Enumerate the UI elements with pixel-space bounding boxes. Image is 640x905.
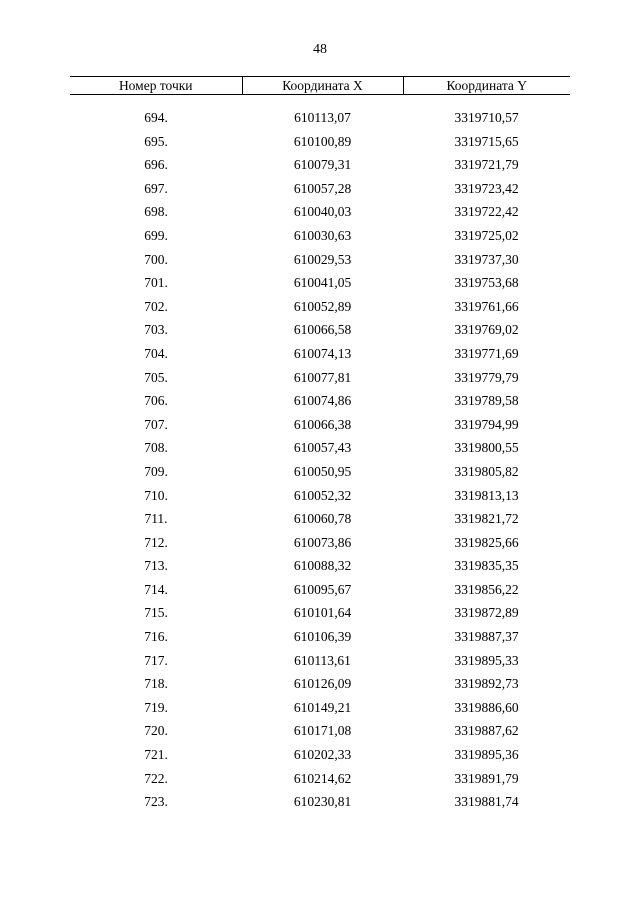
coordinate-y-cell: 3319771,69 (454, 345, 519, 361)
coordinate-y-cell: 3319891,79 (454, 770, 519, 786)
point-number-cell: 697. (144, 180, 168, 196)
coordinate-y-cell: 3319805,82 (454, 463, 519, 479)
header-row (70, 77, 570, 95)
table-row (70, 460, 570, 484)
coordinate-x-cell: 610171,08 (293, 723, 352, 739)
header-coordinate-y: Координата Y (403, 77, 570, 95)
point-number-cell: 710. (144, 487, 168, 503)
point-number-cell: 709. (144, 463, 168, 479)
coordinate-x-cell: 610113,61 (294, 652, 351, 668)
coordinate-x-cell: 610057,43 (293, 440, 352, 456)
point-number-cell: 718. (144, 676, 168, 692)
coordinate-y-cell: 3319723,42 (454, 180, 519, 196)
table-row (70, 531, 570, 555)
coordinate-x-cell: 610029,53 (293, 251, 352, 267)
table-row (70, 271, 570, 295)
table-row (70, 106, 570, 130)
page-number: 48 (313, 42, 327, 57)
coordinate-x-cell: 610095,67 (293, 581, 352, 597)
coordinate-y-cell: 3319895,33 (454, 652, 519, 668)
point-number-cell: 715. (144, 605, 168, 621)
header-spacer (70, 95, 570, 107)
coordinate-x-cell: 610106,39 (293, 629, 352, 645)
table-row (70, 436, 570, 460)
point-number-cell: 701. (144, 275, 168, 291)
coordinate-x-cell: 610126,09 (293, 676, 352, 692)
table-row (70, 719, 570, 743)
coordinate-x-cell: 610057,28 (293, 180, 352, 196)
point-number-cell: 700. (144, 251, 168, 267)
table-header (70, 77, 570, 95)
coordinate-x-cell: 610079,31 (293, 157, 352, 173)
point-number-cell: 719. (144, 699, 168, 715)
coordinate-y-cell: 3319722,42 (454, 204, 519, 220)
table-row (70, 130, 570, 154)
coordinate-y-cell: 3319710,57 (454, 110, 519, 125)
table-row (70, 318, 570, 342)
table-row (70, 767, 570, 791)
table-row (70, 790, 570, 814)
coordinate-x-cell: 610074,13 (293, 345, 352, 361)
table-row (70, 389, 570, 413)
header-coordinate-x: Координата X (242, 77, 403, 95)
coordinate-y-cell: 3319887,62 (454, 723, 519, 739)
table-row (70, 342, 570, 366)
point-number-cell: 707. (144, 416, 168, 432)
point-number-cell: 705. (144, 369, 168, 385)
coordinate-y-cell: 3319895,36 (454, 747, 519, 763)
point-number-cell: 722. (144, 770, 168, 786)
point-number-cell: 713. (144, 558, 168, 574)
coordinate-y-cell: 3319856,22 (454, 581, 519, 597)
coordinate-x-cell: 610149,21 (293, 699, 352, 715)
point-number-cell: 721. (144, 747, 168, 763)
point-number-cell: 712. (144, 534, 168, 550)
coordinate-y-cell: 3319886,60 (454, 699, 519, 715)
table-row (70, 601, 570, 625)
coordinate-y-cell: 3319737,30 (454, 251, 519, 267)
header-point-number: Номер точки (70, 77, 242, 95)
coordinate-x-cell: 610052,89 (293, 298, 352, 314)
point-number-cell: 704. (144, 345, 168, 361)
table-row (70, 672, 570, 696)
coordinate-x-cell: 610214,62 (293, 770, 352, 786)
table-row (70, 743, 570, 767)
coordinate-y-cell: 3319825,66 (454, 534, 519, 550)
point-number-cell: 716. (144, 629, 168, 645)
point-number-cell: 708. (144, 440, 168, 456)
coordinate-x-cell: 610073,86 (293, 534, 352, 550)
coordinate-y-cell: 3319769,02 (454, 322, 519, 338)
coordinate-y-cell: 3319721,79 (454, 157, 519, 173)
coordinate-y-cell: 3319821,72 (454, 511, 519, 527)
table-row (70, 153, 570, 177)
table-row (70, 224, 570, 248)
table-row (70, 200, 570, 224)
coordinate-x-cell: 610202,33 (293, 747, 352, 763)
table-row (70, 554, 570, 578)
coordinate-y-cell: 3319892,73 (454, 676, 519, 692)
point-number-cell: 696. (144, 157, 168, 173)
table-row (70, 578, 570, 602)
point-number-cell: 723. (144, 794, 168, 810)
point-number-cell: 720. (144, 723, 168, 739)
coordinate-x-cell: 610230,81 (293, 794, 352, 810)
coordinate-y-cell: 3319800,55 (454, 440, 519, 456)
coordinate-x-cell: 610050,95 (293, 463, 352, 479)
point-number-cell: 699. (144, 227, 168, 243)
coordinate-y-cell: 3319761,66 (454, 298, 519, 314)
coordinate-x-cell: 610101,64 (293, 605, 352, 621)
coordinate-y-cell: 3319715,65 (454, 133, 519, 149)
table-row (70, 625, 570, 649)
coordinates-table (70, 76, 570, 814)
point-number-cell: 702. (144, 298, 168, 314)
coordinate-x-cell: 610041,05 (293, 275, 352, 291)
coordinate-x-cell: 610066,58 (293, 322, 352, 338)
coordinate-x-cell: 610052,32 (293, 487, 352, 503)
coordinate-y-cell: 3319753,68 (454, 275, 519, 291)
coordinate-x-cell: 610088,32 (293, 558, 352, 574)
point-number-cell: 706. (144, 393, 168, 409)
point-number-cell: 711. (144, 511, 168, 527)
point-number-cell: 714. (144, 581, 168, 597)
coordinate-x-cell: 610040,03 (293, 204, 352, 220)
point-number-cell: 698. (144, 204, 168, 220)
table-row (70, 295, 570, 319)
coordinate-x-cell: 610030,63 (293, 227, 352, 243)
coordinate-x-cell: 610060,78 (293, 511, 352, 527)
table-row (70, 366, 570, 390)
table-row (70, 696, 570, 720)
table-row (70, 413, 570, 437)
point-number-cell: 695. (144, 133, 168, 149)
table-row (70, 248, 570, 272)
table-row (70, 507, 570, 531)
coordinate-x-cell: 610077,81 (293, 369, 352, 385)
table-row (70, 649, 570, 673)
coordinate-y-cell: 3319887,37 (454, 629, 519, 645)
coordinate-y-cell: 3319789,58 (454, 393, 519, 409)
coordinate-y-cell: 3319872,89 (454, 605, 519, 621)
table-body (70, 95, 570, 814)
coordinate-x-cell: 610074,86 (293, 393, 352, 409)
coordinate-y-cell: 3319881,74 (454, 794, 519, 810)
coordinate-x-cell: 610113,07 (294, 110, 351, 125)
table-row (70, 177, 570, 201)
point-number-cell: 717. (144, 652, 168, 668)
coordinate-y-cell: 3319835,35 (454, 558, 519, 574)
table-row (70, 484, 570, 508)
point-number-cell: 694. (144, 110, 168, 125)
coordinate-y-cell: 3319794,99 (454, 416, 519, 432)
coordinate-x-cell: 610100,89 (293, 133, 352, 149)
point-number-cell: 703. (144, 322, 168, 338)
coordinate-x-cell: 610066,38 (293, 416, 352, 432)
coordinate-y-cell: 3319725,02 (454, 227, 519, 243)
coordinate-y-cell: 3319779,79 (454, 369, 519, 385)
coordinate-y-cell: 3319813,13 (454, 487, 519, 503)
